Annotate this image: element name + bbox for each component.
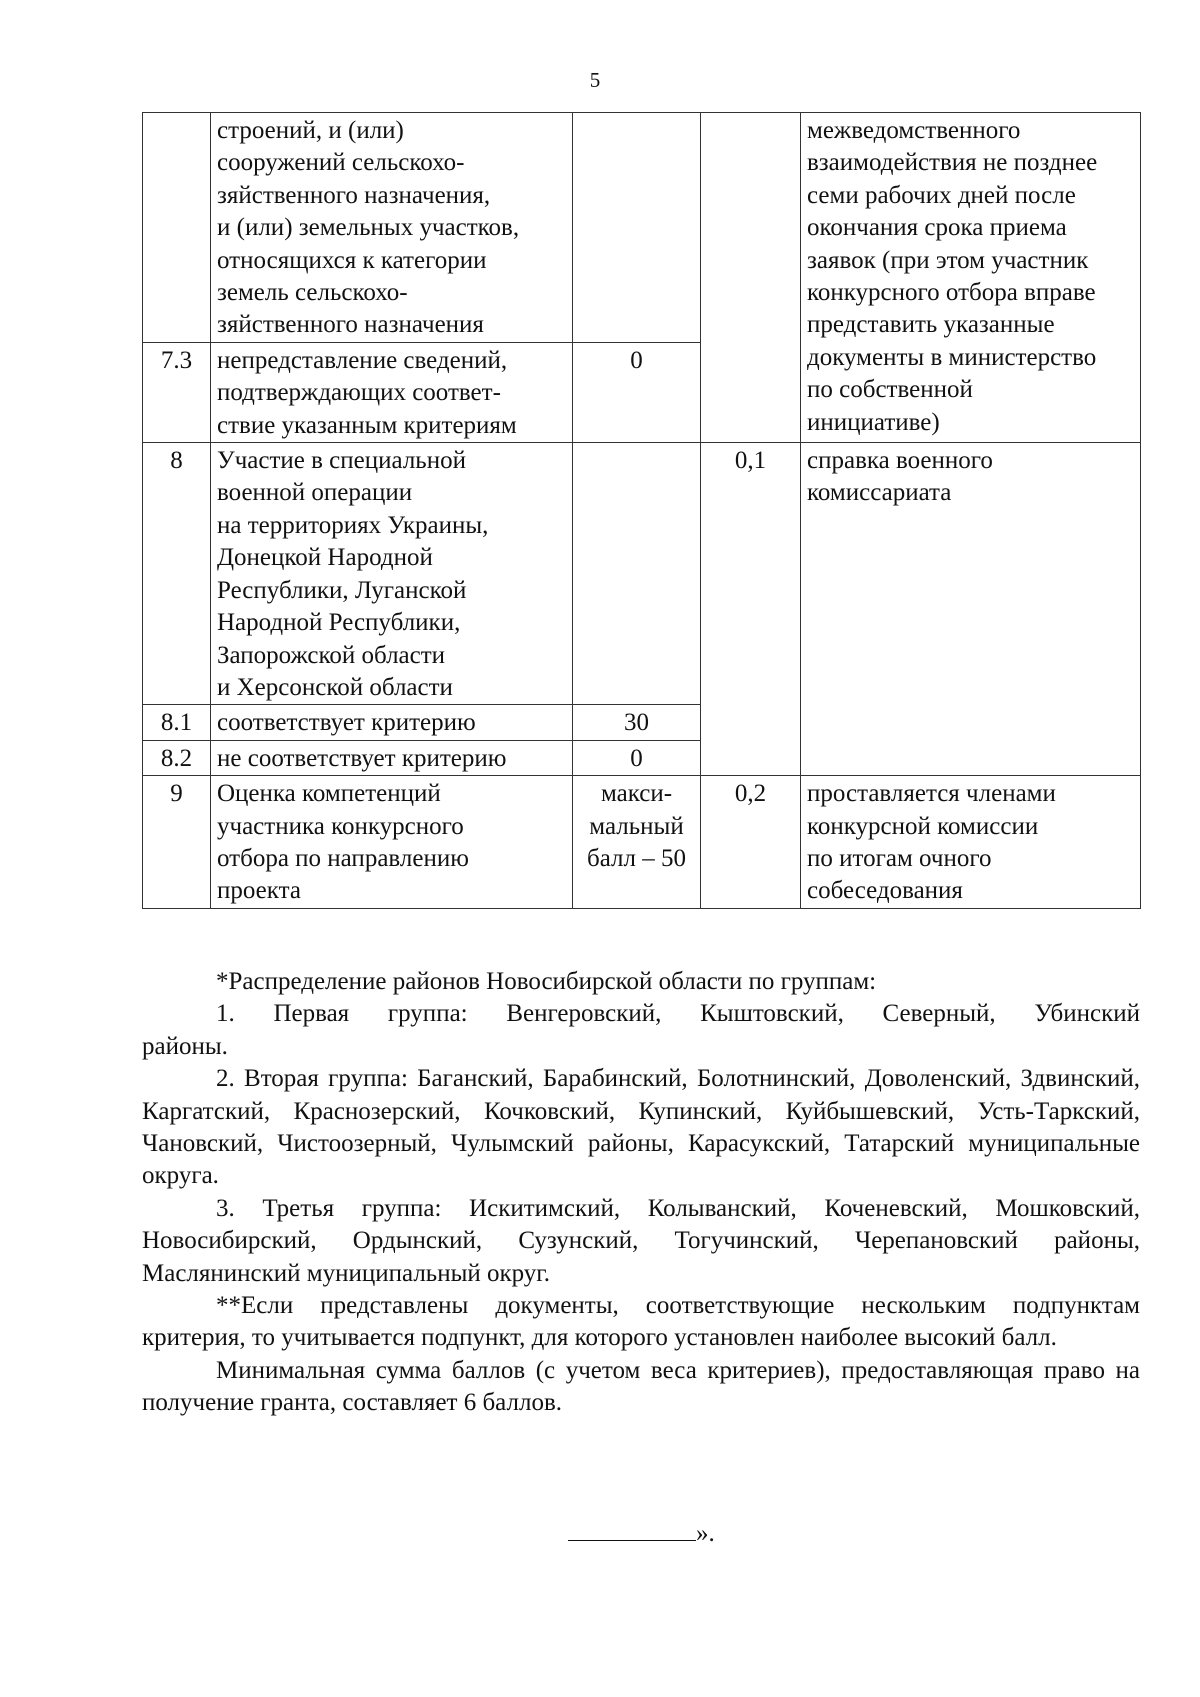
blank-line [568,1518,696,1541]
note-paragraph: 3. Третья группа: Искитимский, Колыванский, Коченевский, Мошковский, Новосибирский, Ордынский, Сузунский, Тогучинский, Черепановский районы, Маслянинский муниципальный округ. [142,1194,1140,1287]
points-cell: 0 [573,342,701,442]
note-paragraph: *Распределение районов Новосибирской области по группам: [216,968,877,995]
row-number: 8.1 [143,705,211,740]
criterion-line: и Херсонской области [217,673,453,701]
note-paragraph: 2. Вторая группа: Баганский, Барабинский, Болотнинский, Доволенский, Здвинский, Каргатский, Краснозерский, Кочковский, Купинский, Куйбышевский, Усть-Таркский, Чановский, Чистоозерный, Чулымский районы, Карасукский, Татарский муниципальные округа. [142,1065,1140,1190]
documents-line: взаимодействия не позднее [807,149,1098,177]
criterion-cell [211,776,573,909]
documents-line: межведомственного [807,117,1021,144]
documents-line: собеседования [807,877,963,905]
weight-cell: 0,2 [701,776,801,909]
criterion-line: военной операции [217,479,413,507]
note-paragraph: 1. Первая группа: Венгеровский, Кыштовский, Северный, Убинский [216,1000,1140,1028]
criterion-line: и (или) земельных участков, [217,214,520,242]
page-number: 5 [589,68,601,92]
criterion-line: Республики, Луганской [217,576,467,604]
criterion-line: ствие указанным критериям [217,411,517,439]
documents-cell [801,776,1141,909]
documents-line: конкурсного отбора вправе [807,279,1096,307]
criterion-line: участника конкурсного [217,812,464,840]
weight-cell [701,113,801,443]
criterion-line: Участие в специальной [217,447,466,475]
criterion-cell [211,113,573,343]
documents-line: заявок (при этом участник [807,246,1089,274]
documents-line: документы в министерство [807,343,1097,371]
table-row [143,113,1141,343]
criterion-line: Донецкой Народной [217,544,433,572]
documents-line: конкурсной комиссии [807,812,1039,840]
criterion-cell [211,443,573,705]
criterion-line: зяйственного назначения, [217,181,491,209]
row-number: 8 [143,443,211,705]
criterion-line: Оценка компетенций [217,780,441,808]
documents-cell [801,113,1141,443]
table-row [143,776,1141,909]
documents-line: окончания срока приема [807,214,1067,242]
criterion-line: земель сельскохо- [217,279,408,307]
documents-line: проставляется членами [807,780,1056,808]
documents-line: представить указанные [807,311,1055,339]
points-line: макси- [600,780,673,808]
criterion-line: строений, и (или) [217,117,404,144]
closing-mark [568,1518,715,1548]
documents-line: комиссариата [807,479,952,507]
criterion-cell [211,342,573,442]
points-line: балл – 50 [587,844,686,872]
row-number: 7.3 [143,342,211,442]
note-paragraph: **Если представлены документы, соответствующие нескольким подпунктам критерия, то учитывается подпункт, для которого установлен наиболее высокий балл. [142,1292,1140,1352]
criterion-cell: соответствует критерию [211,705,573,740]
criterion-line: относящихся к категории [217,246,487,274]
criterion-line: отбора по направлению [217,844,469,872]
weight-cell: 0,1 [701,443,801,776]
points-cell [573,776,701,909]
points-cell: 0 [573,740,701,775]
table-row [143,443,1141,705]
documents-cell [801,443,1141,776]
documents-line: семи рабочих дней после [807,181,1076,209]
documents-line: по итогам очного [807,844,992,872]
criterion-line: непредставление сведений, [217,346,508,374]
points-cell [573,113,701,343]
criterion-line: проекта [217,877,301,905]
documents-line: справка военного [807,447,993,475]
row-number: 8.2 [143,740,211,775]
row-number [143,113,211,343]
documents-line: по собственной [807,376,973,404]
criterion-line: на территориях Украины, [217,511,489,539]
notes-section [142,966,1140,1420]
note-paragraph: районы. [142,1032,228,1060]
criterion-cell: не соответствует критерию [211,740,573,775]
points-line: мальный [589,812,684,840]
closing-quote: ». [696,1520,715,1547]
criterion-line: Народной Республики, [217,609,461,637]
row-number: 9 [143,776,211,909]
criterion-line: зяйственного назначения [217,311,484,339]
points-cell [573,443,701,705]
criterion-line: сооружений сельскохо- [217,149,465,177]
documents-line: инициативе) [807,408,940,436]
criterion-line: Запорожской области [217,641,446,669]
criterion-line: подтверждающих соответ- [217,379,501,407]
points-cell: 30 [573,705,701,740]
criteria-table [142,112,1141,909]
note-paragraph: Минимальная сумма баллов (с учетом веса критериев), предоставляющая право на получение гранта, составляет 6 баллов. [142,1356,1140,1417]
